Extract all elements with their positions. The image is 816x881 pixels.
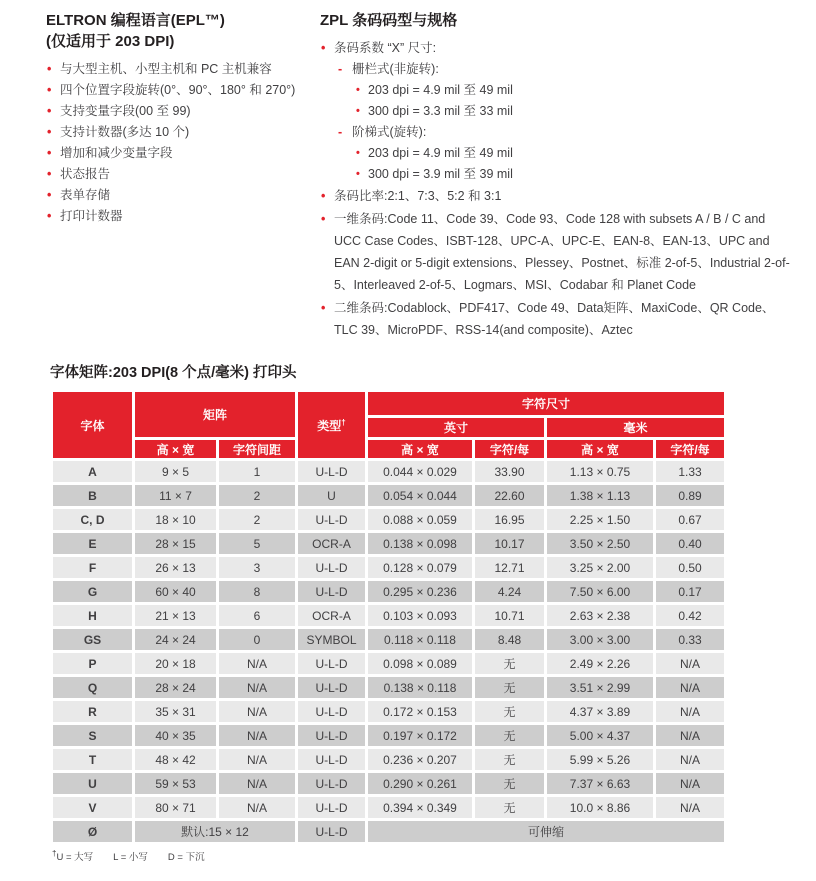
cell-type: U-L-D (298, 557, 365, 578)
table-row (53, 701, 724, 722)
cell-type: U-L-D (298, 701, 365, 722)
list-item-text: 表单存储 (60, 188, 111, 202)
list-item-text: 增加和减少变量字段 (60, 146, 173, 160)
cell-matrix-hw: 60 × 40 (135, 581, 216, 602)
cell-type: U-L-D (298, 581, 365, 602)
cell-inch-hw: 0.295 × 0.236 (368, 581, 472, 602)
list-item-text: 支持变量字段(00 至 99) (60, 104, 191, 118)
col-header-inch-hw: 高 × 宽 (368, 440, 472, 458)
list-item (46, 59, 318, 80)
bullet-icon: • (47, 146, 52, 160)
cell-matrix-hw: 28 × 15 (135, 533, 216, 554)
cell-inch-cpi: 22.60 (475, 485, 544, 506)
cell-char-spacing: 8 (219, 581, 295, 602)
list-item-text: 203 dpi = 4.9 mil 至 49 mil (368, 146, 513, 160)
list-item-text: 一维条码:Code 11、Code 39、Code 93、Code 128 with subsets A / B / C and UCC Case Codes、ISBT-128、UPC-A、UPC-E、EAN-8、EAN-13、UPC and EAN 2-digit or 5-digit extensions、Plessey、Postnet、标准 2-of-5、Industrial 2-of-5、Interleaved 2-of-5、Logmars、MSI、Codabar 和 Planet Code (334, 212, 790, 292)
list-item (46, 143, 318, 164)
col-header-mm-cpm: 字符/每 (656, 440, 724, 458)
cell-inch-hw: 0.098 × 0.089 (368, 653, 472, 674)
cell-char-spacing: N/A (219, 797, 295, 818)
list-item-text: 与大型主机、小型主机和 PC 主机兼容 (60, 62, 272, 76)
zpl-section (320, 10, 790, 341)
epl-feature-list (46, 59, 318, 227)
cell-char-spacing: N/A (219, 749, 295, 770)
cell-mm-hw: 5.99 × 5.26 (547, 749, 653, 770)
cell-inch-cpi: 10.17 (475, 533, 544, 554)
list-item-text: 300 dpi = 3.3 mil 至 33 mil (368, 104, 513, 118)
cell-inch-cpi: 16.95 (475, 509, 544, 530)
list-item-text: 203 dpi = 4.9 mil 至 49 mil (368, 83, 513, 97)
list-item-text: 打印计数器 (60, 209, 123, 223)
col-header-matrix-group: 矩阵 (135, 392, 295, 437)
list-item (46, 164, 318, 185)
footnote-seg-d: D = 下沉 (167, 852, 205, 863)
header-row-3 (53, 440, 724, 458)
zpl-title-line: ZPL 条码码型与规格 (320, 12, 458, 29)
cell-char-spacing: 3 (219, 557, 295, 578)
cell-font: GS (53, 629, 132, 650)
cell-mm-hw: 5.00 × 4.37 (547, 725, 653, 746)
footnote-seg-u: U = 大写 (56, 852, 94, 863)
cell-inch-hw: 0.138 × 0.118 (368, 677, 472, 698)
cell-type: U-L-D (298, 749, 365, 770)
cell-matrix-hw: 80 × 71 (135, 797, 216, 818)
cell-mm-hw: 2.49 × 2.26 (547, 653, 653, 674)
cell-inch-cpi: 无 (475, 749, 544, 770)
cell-type: U-L-D (298, 725, 365, 746)
cell-char-spacing: N/A (219, 773, 295, 794)
col-header-mm-hw: 高 × 宽 (547, 440, 653, 458)
font-matrix-section (46, 361, 790, 863)
font-matrix-table-head (53, 392, 724, 458)
cell-mm-hw: 10.0 × 8.86 (547, 797, 653, 818)
col-header-char-spacing: 字符间距 (219, 440, 295, 458)
footnote-dagger-icon: † (52, 848, 57, 858)
cell-type: OCR-A (298, 533, 365, 554)
cell-inch-hw: 0.054 × 0.044 (368, 485, 472, 506)
cell-font: U (53, 773, 132, 794)
col-header-type (298, 392, 365, 458)
cell-inch-hw: 0.103 × 0.093 (368, 605, 472, 626)
cell-mm-cpm: N/A (656, 701, 724, 722)
list-item (320, 122, 790, 143)
cell-type: U-L-D (298, 797, 365, 818)
list-item-text: 二维条码:Codablock、PDF417、Code 49、Data矩阵、MaxiCode、QR Code、TLC 39、MicroPDF、RSS-14(and composite)、Aztec (334, 301, 775, 337)
cell-inch-cpi: 无 (475, 677, 544, 698)
epl-section-title (46, 10, 318, 52)
bullet-icon: • (356, 105, 360, 117)
cell-char-spacing: 5 (219, 533, 295, 554)
bullet-icon: • (321, 212, 326, 226)
table-row-default (53, 821, 724, 842)
list-item (320, 101, 790, 122)
bullet-icon: • (321, 41, 326, 55)
cell-mm-hw: 1.38 × 1.13 (547, 485, 653, 506)
cell-type: U-L-D (298, 677, 365, 698)
cell-mm-cpm: N/A (656, 677, 724, 698)
list-item (320, 59, 790, 80)
cell-matrix-hw: 11 × 7 (135, 485, 216, 506)
col-header-font: 字体 (53, 392, 132, 458)
cell-inch-cpi: 4.24 (475, 581, 544, 602)
col-header-char-size-group: 字符尺寸 (368, 392, 724, 415)
epl-title-line1: ELTRON 编程语言(EPL™) (46, 12, 225, 29)
cell-mm-hw: 2.25 × 1.50 (547, 509, 653, 530)
cell-mm-cpm: N/A (656, 725, 724, 746)
cell-matrix-hw: 48 × 42 (135, 749, 216, 770)
cell-font: G (53, 581, 132, 602)
cell-type: U-L-D (298, 773, 365, 794)
cell-inch-hw: 0.088 × 0.059 (368, 509, 472, 530)
cell-mm-hw: 3.50 × 2.50 (547, 533, 653, 554)
col-header-inch-group: 英寸 (368, 418, 544, 437)
list-item-text: 四个位置字段旋转(0°、90°、180° 和 270°) (60, 83, 296, 97)
zpl-section-title (320, 10, 790, 31)
cell-char-spacing: 2 (219, 485, 295, 506)
cell-type: U-L-D (298, 821, 365, 842)
font-matrix-table (50, 389, 727, 845)
bullet-icon: • (47, 104, 52, 118)
col-header-inch-cpi: 字符/每 (475, 440, 544, 458)
list-item-text: 阶梯式(旋转): (352, 125, 427, 139)
list-item-text: 栅栏式(非旋转): (352, 62, 439, 76)
cell-font: C, D (53, 509, 132, 530)
cell-mm-cpm: 0.40 (656, 533, 724, 554)
cell-matrix-hw: 40 × 35 (135, 725, 216, 746)
bullet-icon: • (356, 147, 360, 159)
cell-mm-hw: 2.63 × 2.38 (547, 605, 653, 626)
cell-inch-hw: 0.118 × 0.118 (368, 629, 472, 650)
bullet-icon: - (338, 125, 343, 139)
epl-title-line2: (仅适用于 203 DPI) (46, 33, 175, 50)
cell-font: P (53, 653, 132, 674)
table-row (53, 749, 724, 770)
cell-mm-cpm: 0.17 (656, 581, 724, 602)
cell-mm-cpm: N/A (656, 749, 724, 770)
cell-font: H (53, 605, 132, 626)
cell-mm-hw: 3.00 × 3.00 (547, 629, 653, 650)
cell-mm-hw: 4.37 × 3.89 (547, 701, 653, 722)
bullet-icon: • (47, 188, 52, 202)
cell-font: V (53, 797, 132, 818)
cell-mm-hw: 7.50 × 6.00 (547, 581, 653, 602)
footnote-seg-l: L = 小写 (113, 852, 148, 863)
table-row (53, 677, 724, 698)
bullet-icon: • (47, 83, 52, 97)
cell-font: R (53, 701, 132, 722)
list-item (320, 208, 790, 296)
list-item-text: 300 dpi = 3.9 mil 至 39 mil (368, 167, 513, 181)
type-label: 类型 (317, 418, 342, 433)
cell-font: Q (53, 677, 132, 698)
bullet-icon: • (47, 62, 52, 76)
cell-inch-hw: 0.394 × 0.349 (368, 797, 472, 818)
bullet-icon: • (321, 189, 326, 203)
cell-mm-hw: 7.37 × 6.63 (547, 773, 653, 794)
cell-inch-cpi: 8.48 (475, 629, 544, 650)
table-row (53, 605, 724, 626)
list-item (46, 122, 318, 143)
cell-inch-hw: 0.197 × 0.172 (368, 725, 472, 746)
cell-inch-hw: 0.236 × 0.207 (368, 749, 472, 770)
cell-inch-cpi: 无 (475, 797, 544, 818)
table-row (53, 509, 724, 530)
bullet-icon: • (356, 84, 360, 96)
cell-char-spacing: N/A (219, 653, 295, 674)
cell-char-spacing: N/A (219, 725, 295, 746)
table-row (53, 653, 724, 674)
bullet-icon: • (47, 125, 52, 139)
cell-mm-cpm: 0.33 (656, 629, 724, 650)
cell-inch-cpi: 10.71 (475, 605, 544, 626)
cell-char-spacing: 1 (219, 461, 295, 482)
list-item-text: 条码比率:2:1、7:3、5:2 和 3:1 (334, 189, 502, 203)
cell-type: U (298, 485, 365, 506)
table-row (53, 581, 724, 602)
cell-font: F (53, 557, 132, 578)
cell-font: Ø (53, 821, 132, 842)
cell-inch-cpi: 无 (475, 701, 544, 722)
top-columns (46, 10, 790, 341)
cell-mm-cpm: N/A (656, 797, 724, 818)
epl-section (46, 10, 318, 227)
font-matrix-table-body (53, 461, 724, 842)
cell-matrix-hw: 59 × 53 (135, 773, 216, 794)
cell-inch-cpi: 12.71 (475, 557, 544, 578)
font-matrix-title: 字体矩阵:203 DPI(8 个点/毫米) 打印头 (50, 365, 297, 381)
cell-type: SYMBOL (298, 629, 365, 650)
list-item (320, 186, 790, 207)
cell-char-spacing: 0 (219, 629, 295, 650)
table-row (53, 557, 724, 578)
list-item (320, 143, 790, 164)
cell-mm-cpm: 0.89 (656, 485, 724, 506)
cell-matrix-hw: 9 × 5 (135, 461, 216, 482)
type-dagger-icon: † (341, 417, 346, 427)
cell-type: U-L-D (298, 509, 365, 530)
cell-matrix-default: 默认:15 × 12 (135, 821, 295, 842)
cell-matrix-hw: 20 × 18 (135, 653, 216, 674)
cell-type: U-L-D (298, 653, 365, 674)
cell-char-spacing: N/A (219, 677, 295, 698)
list-item-text: 支持计数器(多达 10 个) (60, 125, 190, 139)
cell-mm-hw: 3.51 × 2.99 (547, 677, 653, 698)
list-item (46, 101, 318, 122)
bullet-icon: - (338, 62, 343, 76)
col-header-matrix-hw: 高 × 宽 (135, 440, 216, 458)
list-item-text: 状态报告 (60, 167, 111, 181)
cell-font: B (53, 485, 132, 506)
cell-mm-cpm: 0.50 (656, 557, 724, 578)
cell-font: A (53, 461, 132, 482)
cell-font: E (53, 533, 132, 554)
cell-font: S (53, 725, 132, 746)
header-row-1 (53, 392, 724, 415)
table-row (53, 533, 724, 554)
table-footnote (52, 849, 790, 863)
bullet-icon: • (321, 301, 326, 315)
table-row (53, 773, 724, 794)
list-item (320, 38, 790, 59)
cell-char-spacing: 6 (219, 605, 295, 626)
cell-inch-cpi: 33.90 (475, 461, 544, 482)
cell-matrix-hw: 21 × 13 (135, 605, 216, 626)
table-row (53, 725, 724, 746)
cell-char-spacing: 2 (219, 509, 295, 530)
cell-inch-hw: 0.044 × 0.029 (368, 461, 472, 482)
cell-matrix-hw: 26 × 13 (135, 557, 216, 578)
cell-inch-cpi: 无 (475, 725, 544, 746)
bullet-icon: • (47, 167, 52, 181)
cell-inch-cpi: 无 (475, 653, 544, 674)
cell-char-size-scalable: 可伸缩 (368, 821, 724, 842)
cell-mm-cpm: 1.33 (656, 461, 724, 482)
list-item (320, 164, 790, 185)
cell-inch-hw: 0.128 × 0.079 (368, 557, 472, 578)
cell-inch-hw: 0.138 × 0.098 (368, 533, 472, 554)
list-item (320, 297, 790, 341)
cell-inch-hw: 0.172 × 0.153 (368, 701, 472, 722)
cell-mm-cpm: N/A (656, 773, 724, 794)
cell-mm-hw: 3.25 × 2.00 (547, 557, 653, 578)
cell-type: U-L-D (298, 461, 365, 482)
cell-mm-hw: 1.13 × 0.75 (547, 461, 653, 482)
list-item-text: 条码系数 “X” 尺寸: (334, 41, 437, 55)
cell-mm-cpm: 0.67 (656, 509, 724, 530)
list-item (320, 80, 790, 101)
table-row (53, 797, 724, 818)
col-header-mm-group: 毫米 (547, 418, 724, 437)
list-item (46, 185, 318, 206)
list-item (46, 206, 318, 227)
table-row (53, 461, 724, 482)
table-row (53, 485, 724, 506)
cell-mm-cpm: 0.42 (656, 605, 724, 626)
zpl-spec-list (320, 38, 790, 341)
cell-type: OCR-A (298, 605, 365, 626)
bullet-icon: • (47, 209, 52, 223)
cell-matrix-hw: 35 × 31 (135, 701, 216, 722)
cell-matrix-hw: 24 × 24 (135, 629, 216, 650)
table-row (53, 629, 724, 650)
cell-inch-cpi: 无 (475, 773, 544, 794)
bullet-icon: • (356, 168, 360, 180)
cell-font: T (53, 749, 132, 770)
cell-matrix-hw: 18 × 10 (135, 509, 216, 530)
cell-matrix-hw: 28 × 24 (135, 677, 216, 698)
cell-mm-cpm: N/A (656, 653, 724, 674)
cell-char-spacing: N/A (219, 701, 295, 722)
list-item (46, 80, 318, 101)
cell-inch-hw: 0.290 × 0.261 (368, 773, 472, 794)
